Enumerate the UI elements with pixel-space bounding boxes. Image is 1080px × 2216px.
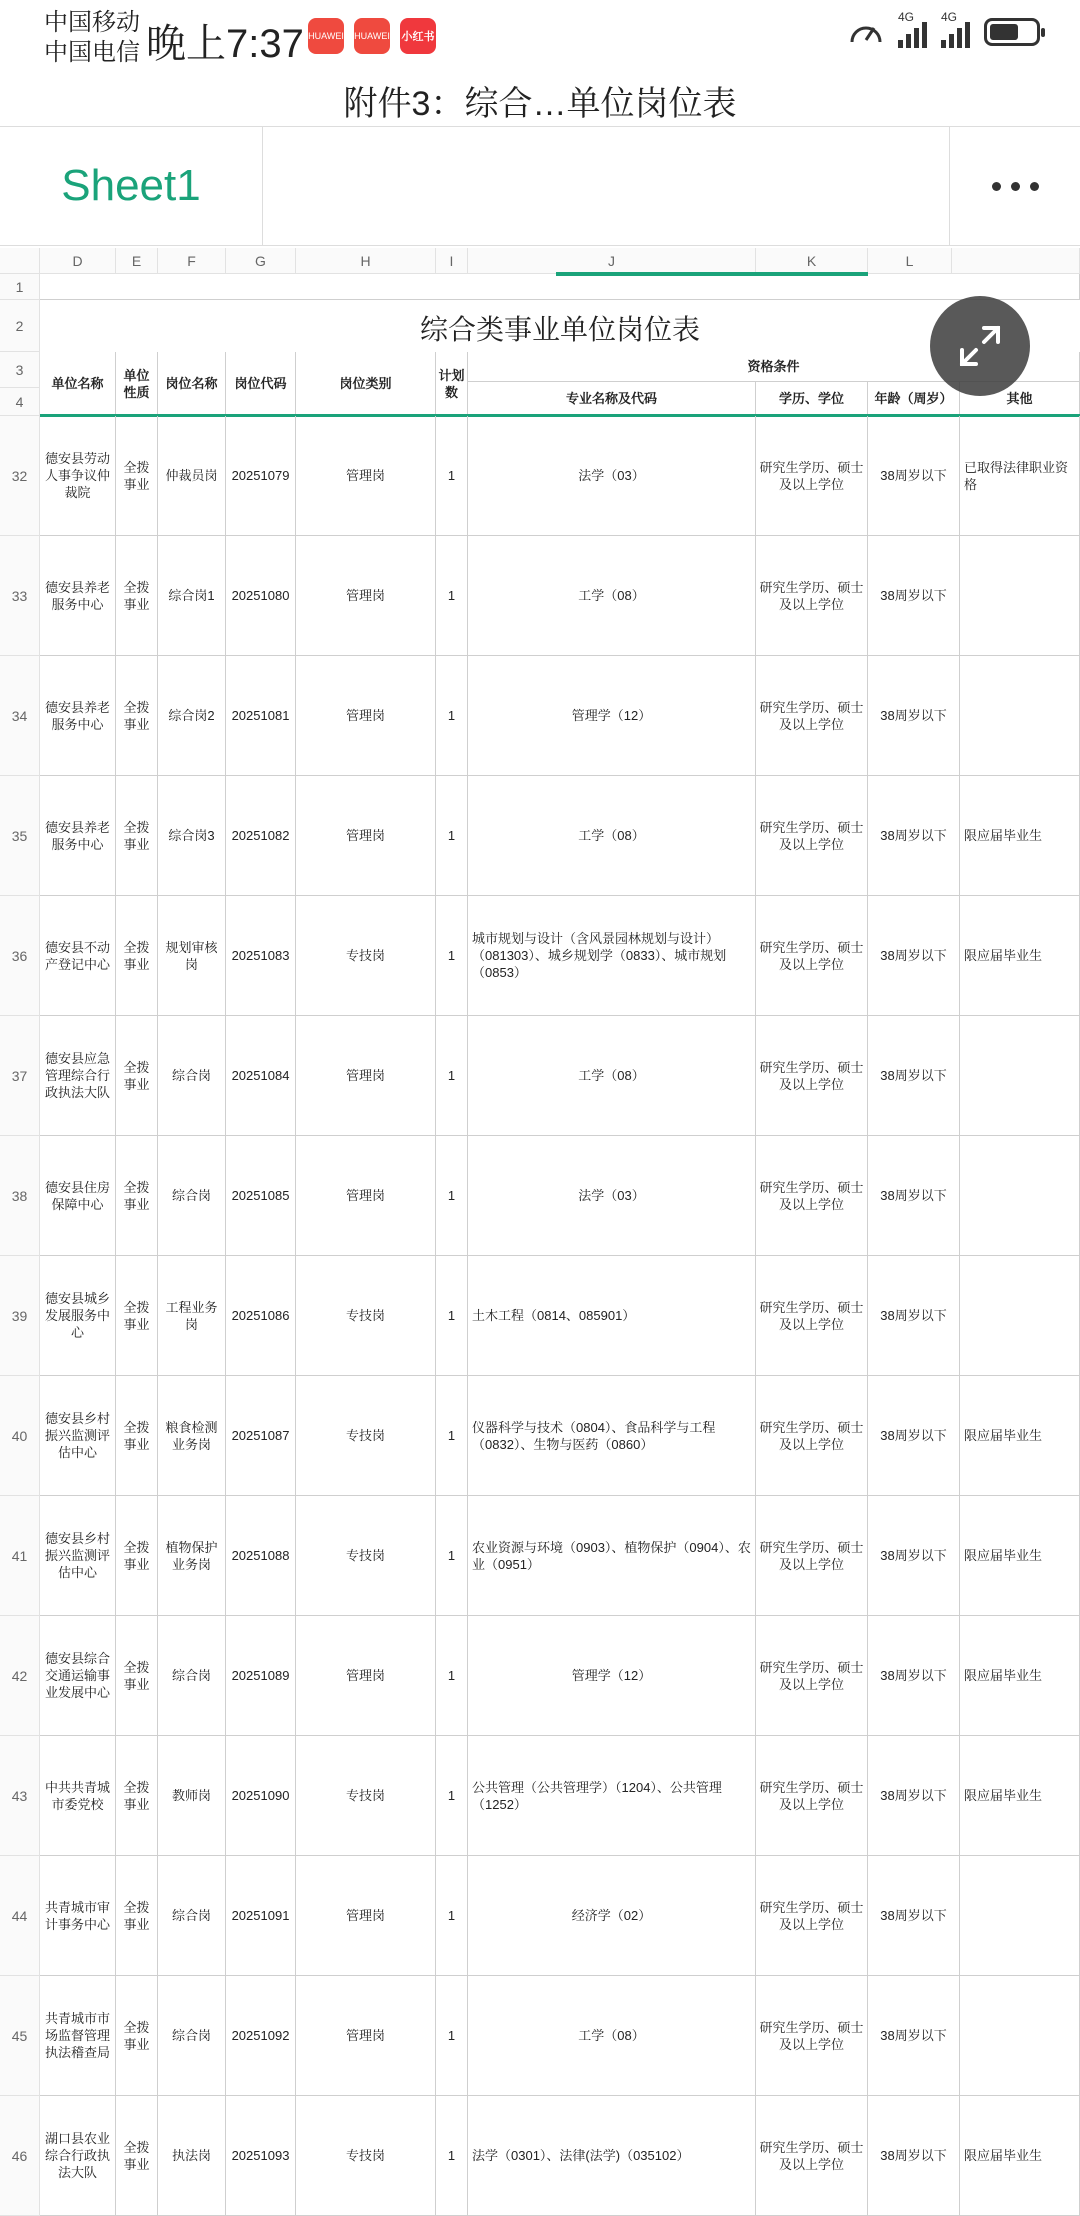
major-cell[interactable]: 法学（03） — [468, 1136, 756, 1256]
unit-type-cell[interactable]: 全拨事业 — [116, 656, 158, 776]
unit-name-cell[interactable]: 湖口县农业综合行政执法大队 — [40, 2096, 116, 2216]
post-code-cell[interactable]: 20251085 — [226, 1136, 296, 1256]
other-cell[interactable] — [960, 656, 1080, 776]
post-category-cell[interactable]: 管理岗 — [296, 416, 436, 536]
unit-type-cell[interactable]: 全拨事业 — [116, 776, 158, 896]
education-cell[interactable]: 研究生学历、硕士及以上学位 — [756, 536, 868, 656]
post-code-cell[interactable]: 20251093 — [226, 2096, 296, 2216]
post-name-cell[interactable]: 综合岗 — [158, 1616, 226, 1736]
unit-type-cell[interactable]: 全拨事业 — [116, 1616, 158, 1736]
tab-sheet1-label: Sheet1 — [61, 161, 201, 210]
other-header[interactable]: 其他 — [960, 382, 1080, 416]
row-header[interactable]: 34 — [0, 656, 40, 776]
plan-count-cell[interactable]: 1 — [436, 1616, 468, 1736]
plan-count-cell[interactable]: 1 — [436, 776, 468, 896]
plan-count-cell[interactable]: 1 — [436, 1976, 468, 2096]
row-header[interactable]: 43 — [0, 1736, 40, 1856]
post-name-cell[interactable]: 综合岗2 — [158, 656, 226, 776]
status-indicators — [848, 10, 1040, 48]
row-header[interactable]: 36 — [0, 896, 40, 1016]
post-code-cell[interactable]: 20251084 — [226, 1016, 296, 1136]
post-category-cell[interactable]: 专技岗 — [296, 1376, 436, 1496]
post-category-header[interactable]: 岗位类别 — [296, 352, 436, 416]
sheet-title: 综合类事业单位岗位表 — [419, 314, 700, 345]
major-cell[interactable]: 土木工程（0814、085901） — [468, 1256, 756, 1376]
row-header[interactable]: 44 — [0, 1856, 40, 1976]
other-cell[interactable]: 限应届毕业生 — [960, 1376, 1080, 1496]
age-cell[interactable]: 38周岁以下 — [868, 1256, 960, 1376]
age-cell[interactable]: 38周岁以下 — [868, 1856, 960, 1976]
age-cell[interactable]: 38周岁以下 — [868, 416, 960, 536]
post-category-cell[interactable]: 管理岗 — [296, 1136, 436, 1256]
post-code-cell[interactable]: 20251083 — [226, 896, 296, 1016]
network-label-1: 4G — [898, 10, 915, 24]
post-name-cell[interactable]: 综合岗 — [158, 1136, 226, 1256]
unit-name-cell[interactable]: 德安县乡村振兴监测评估中心 — [40, 1496, 116, 1616]
age-cell[interactable]: 38周岁以下 — [868, 536, 960, 656]
post-name-cell[interactable]: 工程业务岗 — [158, 1256, 226, 1376]
other-cell[interactable] — [960, 1976, 1080, 2096]
post-category-cell[interactable]: 专技岗 — [296, 1256, 436, 1376]
row-header[interactable]: 35 — [0, 776, 40, 896]
more-icon — [992, 182, 1001, 191]
unit-type-cell[interactable]: 全拨事业 — [116, 1736, 158, 1856]
plan-count-cell[interactable]: 1 — [436, 1376, 468, 1496]
post-code-cell[interactable]: 20251079 — [226, 416, 296, 536]
unit-name-cell[interactable]: 德安县乡村振兴监测评估中心 — [40, 1376, 116, 1496]
unit-type-cell[interactable]: 全拨事业 — [116, 416, 158, 536]
post-name-cell[interactable]: 仲裁员岗 — [158, 416, 226, 536]
plan-count-cell[interactable]: 1 — [436, 1256, 468, 1376]
column-header-g[interactable]: G — [226, 248, 296, 274]
expand-icon — [954, 320, 1006, 372]
major-cell[interactable]: 管理学（12） — [468, 656, 756, 776]
post-name-cell[interactable]: 综合岗1 — [158, 536, 226, 656]
post-category-cell[interactable]: 专技岗 — [296, 896, 436, 1016]
education-cell[interactable]: 研究生学历、硕士及以上学位 — [756, 776, 868, 896]
unit-type-cell[interactable]: 全拨事业 — [116, 2096, 158, 2216]
plan-count-cell[interactable]: 1 — [436, 896, 468, 1016]
corner-cell[interactable] — [0, 248, 40, 274]
column-header-h[interactable]: H — [296, 248, 436, 274]
unit-name-cell[interactable]: 中共共青城市委党校 — [40, 1736, 116, 1856]
unit-type-cell[interactable]: 全拨事业 — [116, 1376, 158, 1496]
more-button[interactable] — [949, 127, 1080, 245]
sheet-tab-bar — [0, 126, 1080, 246]
plan-count-cell[interactable]: 1 — [436, 1856, 468, 1976]
unit-type-cell[interactable]: 全拨事业 — [116, 536, 158, 656]
more-icon-dot — [1011, 182, 1020, 191]
post-name-cell[interactable]: 执法岗 — [158, 2096, 226, 2216]
unit-name-cell[interactable]: 德安县不动产登记中心 — [40, 896, 116, 1016]
huawei-app-icon: HUAWEI — [308, 18, 344, 54]
row-header-1[interactable]: 1 — [0, 274, 40, 300]
unit-name-cell[interactable]: 共青城市市场监督管理执法稽查局 — [40, 1976, 116, 2096]
xiaohongshu-app-icon: 小红书 — [400, 18, 436, 54]
carrier-info — [44, 8, 140, 68]
unit-type-cell[interactable]: 全拨事业 — [116, 1976, 158, 2096]
row-header[interactable]: 40 — [0, 1376, 40, 1496]
other-cell[interactable] — [960, 1136, 1080, 1256]
age-cell[interactable]: 38周岁以下 — [868, 1376, 960, 1496]
signal-icon-1 — [898, 10, 927, 48]
unit-name-cell[interactable]: 德安县应急管理综合行政执法大队 — [40, 1016, 116, 1136]
age-cell[interactable]: 38周岁以下 — [868, 776, 960, 896]
age-cell[interactable]: 38周岁以下 — [868, 656, 960, 776]
post-category-cell[interactable]: 专技岗 — [296, 1736, 436, 1856]
other-cell[interactable] — [960, 536, 1080, 656]
age-cell[interactable]: 38周岁以下 — [868, 896, 960, 1016]
major-cell[interactable]: 城市规划与设计（含风景园林规划与设计）（081303）、城乡规划学（0833）、城市规划（0853） — [468, 896, 756, 1016]
post-code-cell[interactable]: 20251092 — [226, 1976, 296, 2096]
education-cell[interactable]: 研究生学历、硕士及以上学位 — [756, 1856, 868, 1976]
major-cell[interactable]: 工学（08） — [468, 1016, 756, 1136]
major-cell[interactable]: 工学（08） — [468, 1976, 756, 2096]
post-name-cell[interactable]: 综合岗 — [158, 1856, 226, 1976]
age-cell[interactable]: 38周岁以下 — [868, 1136, 960, 1256]
major-cell[interactable]: 工学（08） — [468, 776, 756, 896]
document-title: 附件3：综合…单位岗位表 — [343, 85, 737, 123]
spreadsheet-grid[interactable] — [0, 248, 1080, 2180]
age-cell[interactable]: 38周岁以下 — [868, 2096, 960, 2216]
unit-type-cell[interactable]: 全拨事业 — [116, 1496, 158, 1616]
age-cell[interactable]: 38周岁以下 — [868, 1616, 960, 1736]
plan-count-cell[interactable]: 1 — [436, 1496, 468, 1616]
row-header[interactable]: 42 — [0, 1616, 40, 1736]
post-name-cell[interactable]: 规划审核岗 — [158, 896, 226, 1016]
post-name-cell[interactable]: 教师岗 — [158, 1736, 226, 1856]
major-header[interactable]: 专业名称及代码 — [468, 382, 756, 416]
major-cell[interactable]: 法学（0301）、法律(法学)（035102） — [468, 2096, 756, 2216]
plan-count-cell[interactable]: 1 — [436, 656, 468, 776]
post-code-cell[interactable]: 20251080 — [226, 536, 296, 656]
column-header-d[interactable]: D — [40, 248, 116, 274]
education-cell[interactable]: 研究生学历、硕士及以上学位 — [756, 1736, 868, 1856]
unit-name-cell[interactable]: 共青城市审计事务中心 — [40, 1856, 116, 1976]
major-cell[interactable]: 经济学（02） — [468, 1856, 756, 1976]
other-cell[interactable]: 限应届毕业生 — [960, 1736, 1080, 1856]
major-cell[interactable]: 仪器科学与技术（0804）、食品科学与工程（0832）、生物与医药（0860） — [468, 1376, 756, 1496]
post-code-cell[interactable]: 20251090 — [226, 1736, 296, 1856]
row1-cells[interactable] — [40, 274, 1080, 300]
other-cell[interactable]: 已取得法律职业资格 — [960, 416, 1080, 536]
unit-type-cell[interactable]: 全拨事业 — [116, 1856, 158, 1976]
age-header[interactable]: 年龄（周岁） — [868, 382, 960, 416]
plan-count-cell[interactable]: 1 — [436, 1136, 468, 1256]
post-code-cell[interactable]: 20251081 — [226, 656, 296, 776]
post-code-cell[interactable]: 20251089 — [226, 1616, 296, 1736]
row-header[interactable]: 37 — [0, 1016, 40, 1136]
other-cell[interactable]: 限应届毕业生 — [960, 896, 1080, 1016]
column-header-e[interactable]: E — [116, 248, 158, 274]
post-name-cell[interactable]: 综合岗 — [158, 1976, 226, 2096]
age-cell[interactable]: 38周岁以下 — [868, 1496, 960, 1616]
education-cell[interactable]: 研究生学历、硕士及以上学位 — [756, 656, 868, 776]
speed-icon — [848, 16, 884, 48]
plan-count-cell[interactable]: 1 — [436, 536, 468, 656]
education-cell[interactable]: 研究生学历、硕士及以上学位 — [756, 2096, 868, 2216]
unit-type-cell[interactable]: 全拨事业 — [116, 896, 158, 1016]
column-header-i[interactable]: I — [436, 248, 468, 274]
post-category-cell[interactable]: 管理岗 — [296, 656, 436, 776]
column-header-m[interactable] — [952, 248, 1080, 274]
other-cell[interactable]: 限应届毕业生 — [960, 2096, 1080, 2216]
age-cell[interactable]: 38周岁以下 — [868, 1976, 960, 2096]
post-category-cell[interactable]: 管理岗 — [296, 776, 436, 896]
unit-name-cell[interactable]: 德安县城乡发展服务中心 — [40, 1256, 116, 1376]
plan-count-cell[interactable]: 1 — [436, 1736, 468, 1856]
other-cell[interactable] — [960, 1256, 1080, 1376]
major-cell[interactable]: 管理学（12） — [468, 1616, 756, 1736]
unit-type-cell[interactable]: 全拨事业 — [116, 1136, 158, 1256]
education-cell[interactable]: 研究生学历、硕士及以上学位 — [756, 1496, 868, 1616]
post-category-cell[interactable]: 管理岗 — [296, 1856, 436, 1976]
education-cell[interactable]: 研究生学历、硕士及以上学位 — [756, 1256, 868, 1376]
post-category-cell[interactable]: 管理岗 — [296, 1976, 436, 2096]
education-cell[interactable]: 研究生学历、硕士及以上学位 — [756, 1136, 868, 1256]
more-icon-dot — [1030, 182, 1039, 191]
row-header-4[interactable]: 4 — [0, 388, 40, 416]
column-header-l[interactable]: L — [868, 248, 952, 274]
unit-name-cell[interactable]: 德安县住房保障中心 — [40, 1136, 116, 1256]
network-label-2: 4G — [941, 10, 958, 24]
plan-count-cell[interactable]: 1 — [436, 2096, 468, 2216]
unit-type-cell[interactable]: 全拨事业 — [116, 1016, 158, 1136]
row-header[interactable]: 32 — [0, 416, 40, 536]
expand-button[interactable] — [930, 296, 1030, 396]
post-name-cell[interactable]: 综合岗 — [158, 1016, 226, 1136]
post-code-cell[interactable]: 20251086 — [226, 1256, 296, 1376]
column-header-j[interactable]: J — [468, 248, 756, 274]
post-category-cell[interactable]: 管理岗 — [296, 1616, 436, 1736]
post-name-cell[interactable]: 植物保护业务岗 — [158, 1496, 226, 1616]
post-code-cell[interactable]: 20251088 — [226, 1496, 296, 1616]
plan-count-cell[interactable]: 1 — [436, 1016, 468, 1136]
post-code-cell[interactable]: 20251082 — [226, 776, 296, 896]
carrier-2: 中国电信 — [44, 39, 140, 66]
carrier-1: 中国移动 — [44, 9, 140, 36]
battery-icon — [984, 18, 1040, 46]
other-cell[interactable]: 限应届毕业生 — [960, 1496, 1080, 1616]
age-cell[interactable]: 38周岁以下 — [868, 1736, 960, 1856]
major-cell[interactable]: 公共管理（公共管理学）（1204）、公共管理（1252） — [468, 1736, 756, 1856]
education-cell[interactable]: 研究生学历、硕士及以上学位 — [756, 1376, 868, 1496]
major-cell[interactable]: 法学（03） — [468, 416, 756, 536]
plan-count-header[interactable]: 计划数 — [436, 352, 468, 416]
row-header[interactable]: 41 — [0, 1496, 40, 1616]
age-cell[interactable]: 38周岁以下 — [868, 1016, 960, 1136]
unit-type-cell[interactable]: 全拨事业 — [116, 1256, 158, 1376]
unit-name-cell[interactable]: 德安县综合交通运输事业发展中心 — [40, 1616, 116, 1736]
major-cell[interactable]: 工学（08） — [468, 536, 756, 656]
notification-icons — [308, 18, 436, 54]
unit-name-header[interactable]: 单位名称 — [40, 352, 116, 416]
education-cell[interactable]: 研究生学历、硕士及以上学位 — [756, 1616, 868, 1736]
plan-count-cell[interactable]: 1 — [436, 416, 468, 536]
row-header-3[interactable]: 3 — [0, 352, 40, 388]
status-bar — [0, 0, 1080, 70]
row-header-2[interactable]: 2 — [0, 300, 40, 352]
unit-name-cell[interactable]: 德安县劳动人事争议仲裁院 — [40, 416, 116, 536]
post-category-cell[interactable]: 专技岗 — [296, 1496, 436, 1616]
education-cell[interactable]: 研究生学历、硕士及以上学位 — [756, 896, 868, 1016]
clock: 晚上7:37 — [146, 22, 304, 66]
unit-name-cell[interactable]: 德安县养老服务中心 — [40, 656, 116, 776]
row-header[interactable]: 46 — [0, 2096, 40, 2216]
post-name-header[interactable]: 岗位名称 — [158, 352, 226, 416]
post-category-cell[interactable]: 专技岗 — [296, 2096, 436, 2216]
column-header-f[interactable]: F — [158, 248, 226, 274]
other-cell[interactable] — [960, 1016, 1080, 1136]
unit-name-cell[interactable]: 德安县养老服务中心 — [40, 536, 116, 656]
post-code-header[interactable]: 岗位代码 — [226, 352, 296, 416]
post-code-cell[interactable]: 20251087 — [226, 1376, 296, 1496]
other-cell[interactable] — [960, 1856, 1080, 1976]
post-code-cell[interactable]: 20251091 — [226, 1856, 296, 1976]
signal-icon-2 — [941, 10, 970, 48]
huawei-app-icon-2: HUAWEI — [354, 18, 390, 54]
post-name-cell[interactable]: 粮食检测业务岗 — [158, 1376, 226, 1496]
education-header[interactable]: 学历、学位 — [756, 382, 868, 416]
column-header-k[interactable]: K — [756, 248, 868, 274]
unit-type-header[interactable]: 单位性质 — [116, 352, 158, 416]
row-header[interactable]: 45 — [0, 1976, 40, 2096]
tab-sheet1[interactable] — [0, 127, 263, 245]
other-cell[interactable]: 限应届毕业生 — [960, 776, 1080, 896]
major-cell[interactable]: 农业资源与环境（0903）、植物保护（0904）、农业（0951） — [468, 1496, 756, 1616]
education-cell[interactable]: 研究生学历、硕士及以上学位 — [756, 1016, 868, 1136]
post-category-cell[interactable]: 管理岗 — [296, 1016, 436, 1136]
qualifications-header[interactable]: 资格条件 — [468, 352, 1080, 382]
post-name-cell[interactable]: 综合岗3 — [158, 776, 226, 896]
education-cell[interactable]: 研究生学历、硕士及以上学位 — [756, 416, 868, 536]
unit-name-cell[interactable]: 德安县养老服务中心 — [40, 776, 116, 896]
other-cell[interactable]: 限应届毕业生 — [960, 1616, 1080, 1736]
education-cell[interactable]: 研究生学历、硕士及以上学位 — [756, 1976, 868, 2096]
row-header[interactable]: 39 — [0, 1256, 40, 1376]
post-category-cell[interactable]: 管理岗 — [296, 536, 436, 656]
row-header[interactable]: 38 — [0, 1136, 40, 1256]
row-header[interactable]: 33 — [0, 536, 40, 656]
